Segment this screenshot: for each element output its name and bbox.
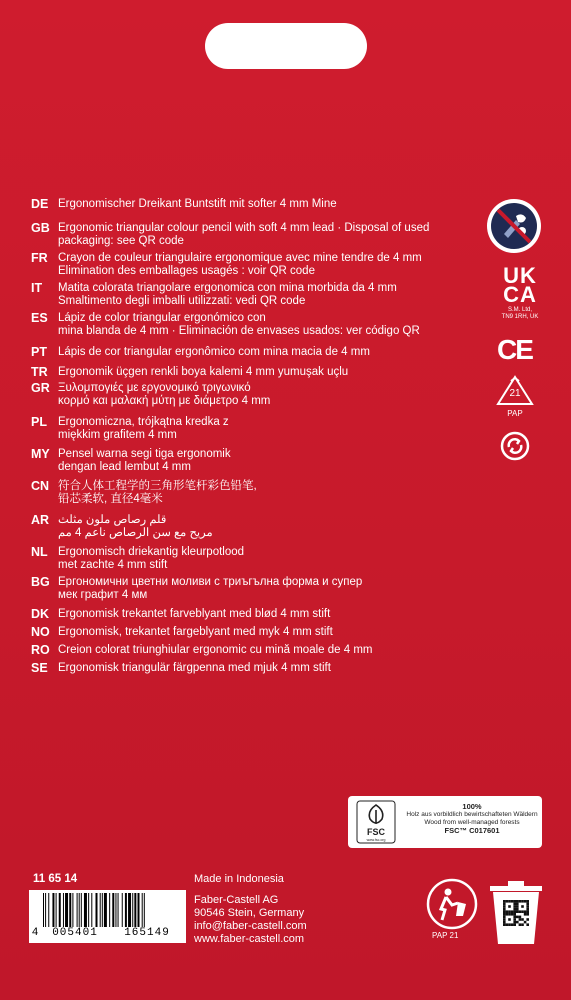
- fsc-percent: 100%: [462, 802, 482, 811]
- lang-text: قلم رصاص ملون مثلث مريح مع سن الرصاص ناعم 4 مم: [58, 514, 213, 539]
- qr-cell: [513, 913, 516, 916]
- qr-cell: [526, 908, 529, 911]
- qr-cell: [513, 923, 516, 926]
- ukca-mark: [494, 263, 546, 321]
- qr-cell: [503, 916, 506, 919]
- lang-text: Ergonomisk trekantet farveblyant med blød 4 mm stift: [58, 608, 331, 620]
- qr-cell: [524, 910, 527, 913]
- fsc-tree-icon: [356, 800, 396, 844]
- qr-cell: [524, 913, 527, 916]
- qr-cell: [526, 913, 529, 916]
- qr-cell: [516, 921, 519, 924]
- lang-code: DE: [31, 197, 49, 211]
- qr-cell: [513, 918, 516, 921]
- lang-text: Lápiz de color triangular ergonómico con mina blanda de 4 mm · Eliminación de envases usados: ver código QR: [58, 312, 420, 337]
- qr-cell: [503, 921, 506, 924]
- qr-cell: [503, 905, 506, 908]
- fsc-code: FSC™ C017601: [444, 826, 500, 835]
- fsc-line1: Holz aus vorbildlich bewirtschafteten Wäldern: [406, 811, 538, 818]
- fsc-text: [406, 803, 538, 835]
- lang-code: NO: [31, 625, 50, 639]
- ukca-line1: UK: [503, 263, 537, 288]
- lang-text: Ergonomisk triangulär färgpenna med mjuk 4 mm stift: [58, 662, 331, 674]
- qr-cell: [516, 910, 519, 913]
- lang-code: MY: [31, 447, 50, 461]
- lang-code: CN: [31, 479, 50, 493]
- qr-cell: [503, 923, 506, 926]
- barcode-left-digits: 005401: [52, 927, 98, 939]
- qr-cell: [513, 916, 516, 919]
- lang-text: Crayon de couleur triangulaire ergonomique avec mine tendre de 4 mm Elimination des emballages usagés : voir QR code: [58, 252, 422, 277]
- lang-text: Ergonomic triangular colour pencil with soft 4 mm lead · Disposal of used packaging: see QR code: [58, 222, 430, 247]
- lang-code: TR: [31, 365, 48, 379]
- no-eating-warning-icon: [486, 198, 542, 254]
- qr-cell: [513, 900, 516, 903]
- company-email: info@faber-castell.com: [194, 920, 307, 932]
- fsc-logo-text: FSC: [367, 827, 385, 837]
- lang-code: GR: [31, 381, 50, 395]
- lang-code: IT: [31, 281, 43, 295]
- qr-cell: [526, 910, 529, 913]
- lang-text: Ergonomik üçgen renkli boya kalemi 4 mm yumuşak uçlu: [58, 366, 349, 378]
- qr-cell: [519, 918, 522, 921]
- recycling-person-icon: [424, 878, 480, 930]
- manufacturer-info: [194, 873, 307, 946]
- lang-row-my: [31, 448, 231, 474]
- qr-cell: [511, 910, 514, 913]
- barcode-digits: [29, 927, 186, 943]
- ukca-address2: TN9 1RH, UK: [501, 314, 539, 320]
- lang-row-no: [31, 626, 333, 639]
- lang-text: Lápis de cor triangular ergonômico com mina macia de 4 mm: [58, 346, 370, 358]
- qr-cell: [511, 900, 514, 903]
- qr-cell: [516, 905, 519, 908]
- lang-text: Matita colorata triangolare ergonomica con mina morbida da 4 mm Smaltimento degli imballi utilizzati: vedi QR code: [58, 282, 397, 307]
- qr-cell: [516, 908, 519, 911]
- company-name: Faber-Castell AG: [194, 894, 279, 906]
- lang-code: PT: [31, 345, 47, 359]
- lang-row-bg: [31, 576, 362, 602]
- qr-cell: [503, 918, 506, 921]
- lang-code: NL: [31, 545, 48, 559]
- lang-row-gb: [31, 222, 429, 248]
- fsc-website: www.fsc.org: [366, 838, 386, 842]
- qr-cell: [524, 921, 527, 924]
- qr-cell: [503, 910, 506, 913]
- qr-cell: [526, 923, 529, 926]
- qr-cell: [521, 910, 524, 913]
- qr-cell: [513, 903, 516, 906]
- company-website: www.faber-castell.com: [194, 933, 305, 945]
- ce-mark: CE: [497, 334, 532, 365]
- qr-cell: [508, 918, 511, 921]
- lang-row-ro: [31, 644, 372, 657]
- lang-code: BG: [31, 575, 50, 589]
- qr-cell: [526, 918, 529, 921]
- lang-code: PL: [31, 415, 47, 429]
- fsc-label: [348, 796, 542, 848]
- lang-code: AR: [31, 513, 50, 527]
- lang-code: GB: [31, 221, 50, 235]
- lang-row-gr: [31, 382, 270, 408]
- lang-code: FR: [31, 251, 48, 265]
- lang-code: RO: [31, 643, 50, 657]
- qr-cell: [508, 900, 511, 903]
- fsc-line2: Wood from well-managed forests: [424, 819, 520, 826]
- qr-cell: [503, 908, 506, 911]
- ukca-address1: S.M. Ltd,: [507, 307, 532, 313]
- qr-cell: [521, 923, 524, 926]
- qr-cell: [513, 921, 516, 924]
- made-in: Made in Indonesia: [194, 873, 284, 885]
- qr-cell: [519, 923, 522, 926]
- lang-code: DK: [31, 607, 50, 621]
- lang-code: ES: [31, 311, 48, 325]
- barcode-right-digits: 165149: [124, 927, 170, 939]
- qr-cell: [516, 900, 519, 903]
- bottom-recycle-label: PAP 21: [432, 931, 459, 940]
- qr-cell: [508, 923, 511, 926]
- company-address: 90546 Stein, Germany: [194, 907, 305, 919]
- lang-row-cn: [31, 480, 257, 506]
- qr-cell: [519, 916, 522, 919]
- qr-cell: [503, 913, 506, 916]
- qr-cell: [513, 908, 516, 911]
- qr-cell: [511, 923, 514, 926]
- lang-row-de: [31, 198, 337, 211]
- article-number: 11 65 14: [33, 873, 78, 885]
- qr-cell: [503, 903, 506, 906]
- lang-row-tr: [31, 366, 348, 379]
- qr-cell: [516, 903, 519, 906]
- qr-cell: [506, 923, 509, 926]
- barcode-first-digit: 4: [31, 927, 39, 939]
- lang-text: 符合人体工程学的三角形笔杆彩色铅笔, 铅芯柔软, 直径4毫米: [58, 480, 257, 505]
- qr-bin-icon: [486, 878, 546, 948]
- lang-text: Ergonomisk, trekantet fargeblyant med myk 4 mm stift: [58, 626, 333, 638]
- lang-row-it: [31, 282, 397, 308]
- lang-text: Ergonomisch driekantig kleurpotlood met zachte 4 mm stift: [58, 546, 245, 571]
- lang-row-pl: [31, 416, 229, 442]
- lang-text: Pensel warna segi tiga ergonomik dengan lead lembut 4 mm: [58, 448, 231, 473]
- lang-text: Ξυλομπογιές με εργονομικό τριγωνικό κορμό και μαλακή μύτη με διάμετρο 4 mm: [58, 382, 271, 407]
- qr-cell: [513, 910, 516, 913]
- hang-hole: [205, 23, 367, 69]
- qr-cell: [519, 900, 522, 903]
- qr-cell: [521, 905, 524, 908]
- lang-row-es: [31, 312, 420, 338]
- lang-row-se: [31, 662, 331, 675]
- recycle-number: 21: [509, 388, 521, 399]
- qr-cell: [526, 905, 529, 908]
- qr-cell: [506, 910, 509, 913]
- lang-code: SE: [31, 661, 48, 675]
- qr-cell: [508, 913, 511, 916]
- qr-cell: [506, 900, 509, 903]
- qr-cell: [526, 900, 529, 903]
- qr-cell: [526, 903, 529, 906]
- qr-cell: [524, 900, 527, 903]
- lang-row-pt: [31, 346, 370, 359]
- qr-cell: [516, 916, 519, 919]
- lang-text: Ергономични цветни моливи с триъгълна форма и супер мек графит 4 мм: [58, 576, 363, 601]
- qr-cell: [511, 913, 514, 916]
- qr-cell: [506, 913, 509, 916]
- lang-row-nl: [31, 546, 244, 572]
- green-dot-icon: [500, 431, 530, 461]
- qr-cell: [521, 918, 524, 921]
- recycle-label: PAP: [507, 409, 523, 418]
- qr-cell: [508, 905, 511, 908]
- lang-text: Creion colorat triunghiular ergonomic cu mină moale de 4 mm: [58, 644, 373, 656]
- qr-cell: [521, 900, 524, 903]
- qr-cell: [519, 910, 522, 913]
- lang-text: Ergonomiczna, trójkątna kredka z miękkim grafitem 4 mm: [58, 416, 229, 441]
- lang-row-dk: [31, 608, 330, 621]
- lang-text: Ergonomischer Dreikant Buntstift mit softer 4 mm Mine: [58, 198, 337, 210]
- qr-cell: [513, 905, 516, 908]
- qr-cell: [503, 900, 506, 903]
- ukca-line2: CA: [503, 282, 537, 307]
- lang-row-ar: [31, 514, 213, 540]
- lang-row-fr: [31, 252, 422, 278]
- qr-cell: [508, 910, 511, 913]
